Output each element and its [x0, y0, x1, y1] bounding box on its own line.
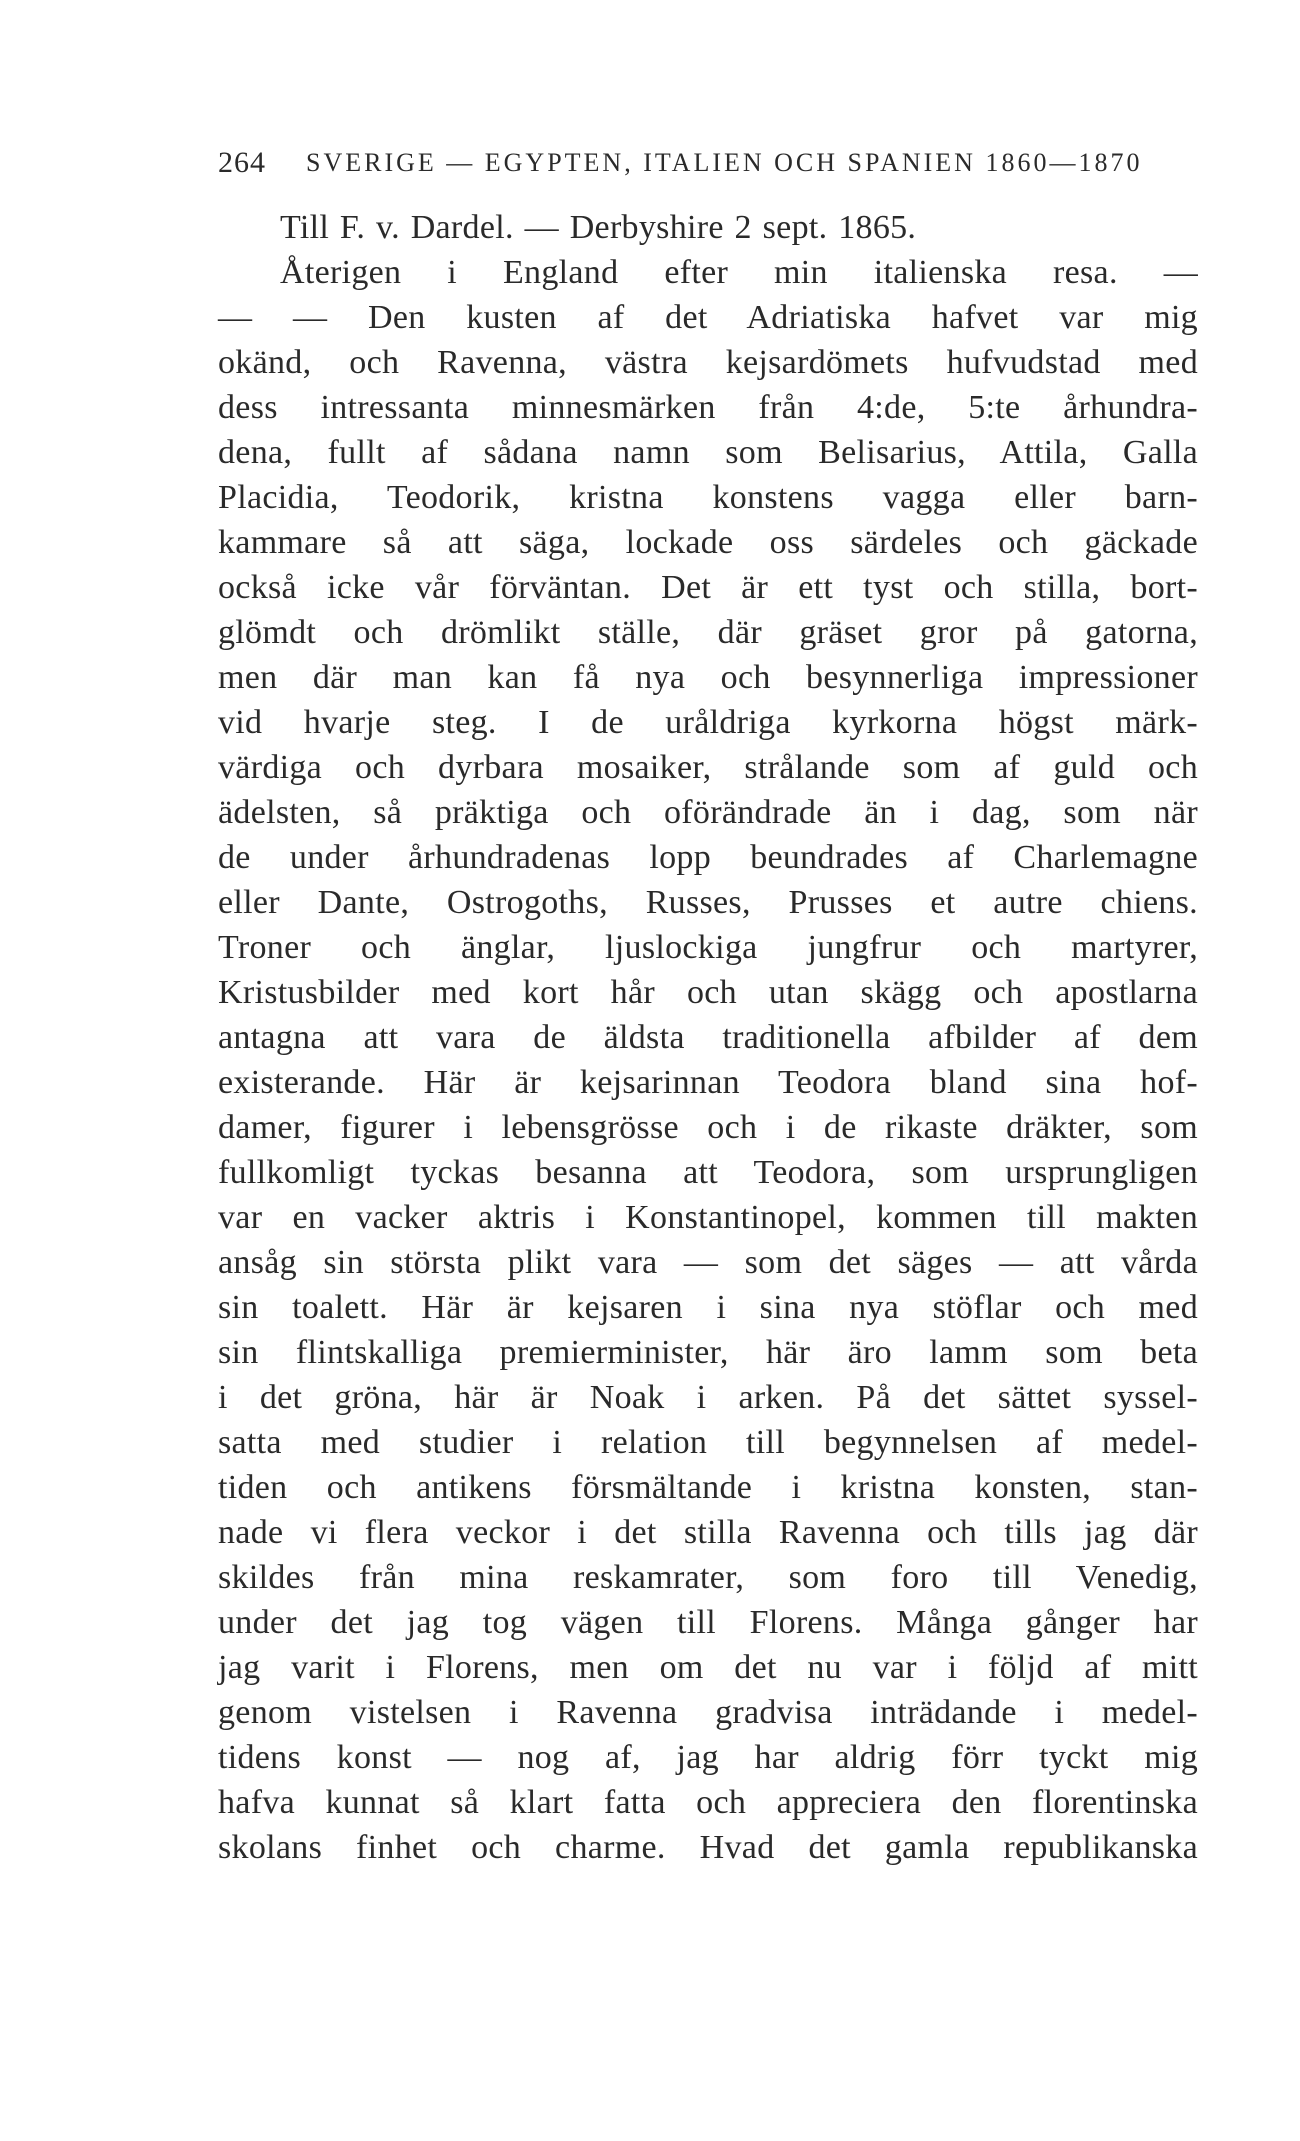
text-line: sin flintskalliga premierminister, här äro lamm som beta: [218, 1334, 1198, 1371]
running-head: [218, 146, 1143, 186]
running-head-title: SVERIGE — EGYPTEN, ITALIEN OCH SPANIEN 1860—1870: [306, 148, 1143, 177]
text-line: jag varit i Florens, men om det nu var i följd af mitt: [218, 1649, 1198, 1686]
text-line: damer, figurer i lebensgrösse och i de rikaste dräkter, som: [218, 1109, 1198, 1146]
text-line: Troner och änglar, ljuslockiga jungfrur och martyrer,: [218, 929, 1198, 966]
text-line: antagna att vara de äldsta traditionella afbilder af dem: [218, 1019, 1198, 1056]
text-line: ansåg sin största plikt vara — som det säges — att vårda: [218, 1244, 1198, 1281]
text-line: var en vacker aktris i Konstantinopel, kommen till makten: [218, 1199, 1198, 1236]
text-line: hafva kunnat så klart fatta och appreciera den florentinska: [218, 1784, 1198, 1821]
text-line: satta med studier i relation till begynnelsen af medel-: [218, 1424, 1198, 1461]
text-line: — — Den kusten af det Adriatiska hafvet var mig: [218, 299, 1198, 336]
text-line: Placidia, Teodorik, kristna konstens vagga eller barn-: [218, 479, 1198, 516]
text-line: värdiga och dyrbara mosaiker, strålande som af guld och: [218, 749, 1198, 786]
text-line: under det jag tog vägen till Florens. Många gånger har: [218, 1604, 1198, 1641]
text-line: dena, fullt af sådana namn som Belisarius, Attila, Galla: [218, 434, 1198, 471]
text-line: skolans finhet och charme. Hvad det gamla republikanska: [218, 1829, 1198, 1866]
text-line: ädelsten, så präktiga och oförändrade än i dag, som när: [218, 794, 1198, 831]
text-line: Kristusbilder med kort hår och utan skägg och apostlarna: [218, 974, 1198, 1011]
text-line: dess intressanta minnesmärken från 4:de, 5:te århundra-: [218, 389, 1198, 426]
body-text: [218, 205, 1198, 1870]
text-line: nade vi flera veckor i det stilla Ravenna och tills jag där: [218, 1514, 1198, 1551]
text-line: glömdt och drömlikt ställe, där gräset gror på gatorna,: [218, 614, 1198, 651]
text-line: också icke vår förväntan. Det är ett tyst och stilla, bort-: [218, 569, 1198, 606]
text-line: skildes från mina reskamrater, som foro till Venedig,: [218, 1559, 1198, 1596]
text-line: sin toalett. Här är kejsaren i sina nya stöflar och med: [218, 1289, 1198, 1326]
text-line: fullkomligt tyckas besanna att Teodora, som ursprungligen: [218, 1154, 1198, 1191]
text-line: i det gröna, här är Noak i arken. På det sättet syssel-: [218, 1379, 1198, 1416]
text-line: Återigen i England efter min italienska resa. —: [280, 254, 1198, 291]
text-line: vid hvarje steg. I de uråldriga kyrkorna högst märk-: [218, 704, 1198, 741]
text-line: genom vistelsen i Ravenna gradvisa inträdande i medel-: [218, 1694, 1198, 1731]
text-line: eller Dante, Ostrogoths, Russes, Prusses et autre chiens.: [218, 884, 1198, 921]
text-line: tiden och antikens försmältande i kristna konsten, stan-: [218, 1469, 1198, 1506]
text-line: tidens konst — nog af, jag har aldrig förr tyckt mig: [218, 1739, 1198, 1776]
page-number: 264: [218, 146, 266, 179]
text-line: kammare så att säga, lockade oss särdeles och gäckade: [218, 524, 1198, 561]
letter-heading-line: Till F. v. Dardel. — Derbyshire 2 sept. 1865.: [280, 209, 917, 246]
text-line: okänd, och Ravenna, västra kejsardömets hufvudstad med: [218, 344, 1198, 381]
text-line: men där man kan få nya och besynnerliga impressioner: [218, 659, 1198, 696]
text-line: existerande. Här är kejsarinnan Teodora bland sina hof-: [218, 1064, 1198, 1101]
text-line: de under århundradenas lopp beundrades af Charlemagne: [218, 839, 1198, 876]
